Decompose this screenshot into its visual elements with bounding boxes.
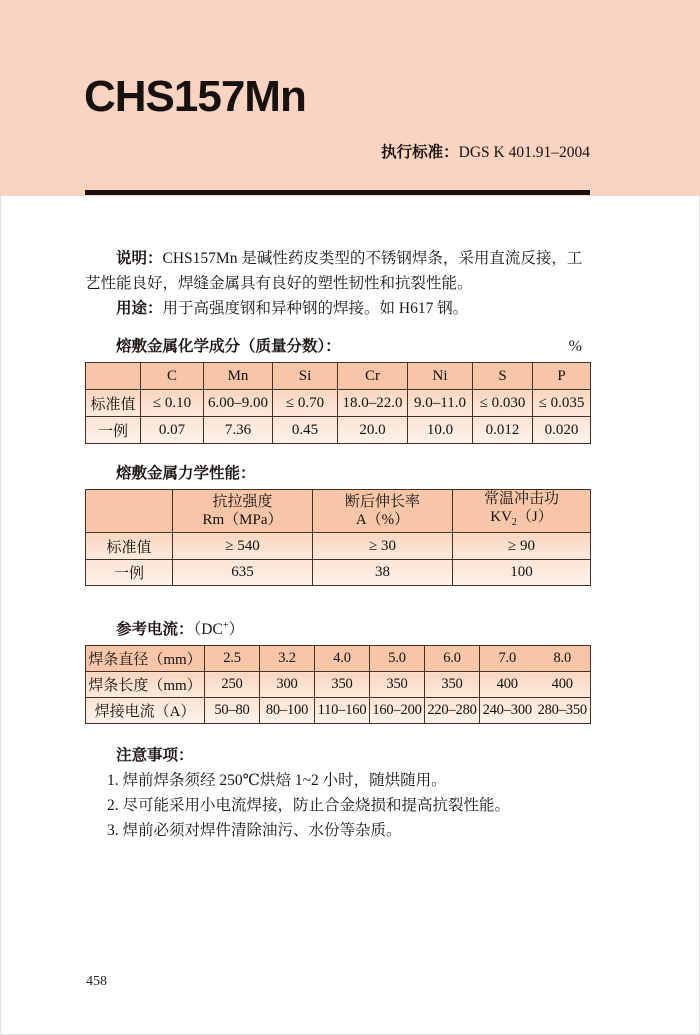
mech-corner-cell	[86, 490, 173, 533]
description-label: 说明：	[116, 250, 163, 267]
current-value-cell: 110–160	[315, 698, 370, 724]
current-value-cell: 350	[425, 672, 480, 698]
note-item: 1. 焊前焊条须经 250℃烘焙 1~2 小时，随烘随用。	[107, 772, 447, 790]
mech-title: 熔敷金属力学性能：	[116, 465, 256, 482]
chem-value-cell: ≤ 0.10	[141, 390, 204, 417]
current-amperage-row	[86, 698, 591, 724]
mech-column-name: 抗拉强度	[212, 494, 273, 510]
chem-value-cell: ≤ 0.035	[533, 390, 591, 417]
chem-corner-cell	[86, 363, 141, 390]
current-value-cell: 220–280	[425, 698, 480, 724]
chem-value-cell: 18.0–22.0	[338, 390, 408, 417]
mech-value-cell: ≥ 30	[313, 533, 453, 560]
chem-column-header: Mn	[204, 363, 273, 390]
current-value-cell: 5.0	[370, 646, 425, 672]
page-number: 458	[86, 974, 107, 989]
chem-title: 熔敷金属化学成分（质量分数）：	[116, 338, 341, 355]
chem-value-cell: ≤ 0.030	[473, 390, 533, 417]
mech-value-cell: ≥ 90	[453, 533, 591, 560]
chem-column-header: Cr	[338, 363, 408, 390]
mech-column-symbol: A（%）	[355, 512, 410, 528]
row-label-cell: 焊接电流（A）	[86, 698, 205, 724]
page-content	[85, 196, 590, 843]
usage-label: 用途：	[116, 300, 163, 317]
current-value-cell: 250	[205, 672, 260, 698]
mech-column-symbol	[453, 508, 590, 532]
notes-title: 注意事项：	[116, 747, 194, 765]
mech-value-cell: 635	[173, 560, 313, 586]
mech-value-cell: ≥ 540	[173, 533, 313, 560]
current-value-cell: 400	[480, 672, 535, 698]
intro-section	[85, 196, 590, 321]
chem-section-heading	[85, 336, 590, 358]
reference-current-table	[85, 645, 591, 724]
current-value-cell: 4.0	[315, 646, 370, 672]
description-text: CHS157Mn 是碱性药皮类型的不锈钢焊条，采用直流反接，工艺性能良好，焊缝金属具有良好的塑性韧性和抗裂性能。	[85, 250, 583, 292]
row-label-cell: 标准值	[86, 533, 173, 560]
current-value-cell: 8.0	[535, 646, 591, 672]
chem-value-cell: 20.0	[338, 417, 408, 444]
chem-value-cell: 0.45	[273, 417, 338, 444]
mech-example-row	[86, 560, 591, 586]
current-value-cell: 7.0	[480, 646, 535, 672]
mech-header-row	[86, 490, 591, 533]
mechanical-properties-table	[85, 489, 591, 586]
current-value-cell: 280–350	[535, 698, 591, 724]
current-diameter-row	[86, 646, 591, 672]
mech-column-header	[453, 490, 591, 533]
chem-column-header: Ni	[408, 363, 473, 390]
chem-column-header: Si	[273, 363, 338, 390]
divider-rule	[85, 190, 590, 195]
polarity-suffix: ）	[228, 621, 244, 639]
chem-column-header: S	[473, 363, 533, 390]
chem-value-cell: 0.012	[473, 417, 533, 444]
polarity-prefix: （DC	[193, 621, 223, 639]
mech-standard-row	[86, 533, 591, 560]
notes-section	[85, 743, 590, 843]
description-paragraph	[85, 246, 590, 296]
chem-unit: %	[568, 338, 582, 355]
chem-standard-row	[86, 390, 591, 417]
chem-value-cell: 0.020	[533, 417, 591, 444]
mech-column-name: 常温冲击功	[483, 491, 559, 507]
current-value-cell: 350	[370, 672, 425, 698]
polarity-plus: +	[222, 620, 229, 631]
current-value-cell: 2.5	[205, 646, 260, 672]
mech-column-header	[313, 490, 453, 533]
usage-text: 用于高强度钢和异种钢的焊接。如 H617 钢。	[162, 300, 469, 317]
current-title-label: 参考电流：	[116, 621, 194, 639]
chem-value-cell: 7.36	[204, 417, 273, 444]
row-label-cell: 焊条长度（mm）	[86, 672, 205, 698]
chem-value-cell: 6.00–9.00	[204, 390, 273, 417]
chem-column-header: C	[141, 363, 204, 390]
current-length-row	[86, 672, 591, 698]
current-value-cell: 6.0	[425, 646, 480, 672]
mech-value-cell: 100	[453, 560, 591, 586]
row-label-cell: 一例	[86, 417, 141, 444]
mech-section-heading	[85, 463, 590, 485]
current-value-cell: 240–300	[480, 698, 535, 724]
current-section-heading	[85, 615, 590, 641]
mech-column-name: 断后伸长率	[344, 494, 420, 510]
current-value-cell: 400	[535, 672, 591, 698]
chem-column-header: P	[533, 363, 591, 390]
current-value-cell: 3.2	[260, 646, 315, 672]
symbol-unit: （J）	[516, 509, 553, 525]
chem-value-cell: 9.0–11.0	[408, 390, 473, 417]
chem-value-cell: ≤ 0.70	[273, 390, 338, 417]
current-value-cell: 160–200	[370, 698, 425, 724]
mech-column-symbol: Rm（MPa）	[202, 512, 283, 528]
current-value-cell: 300	[260, 672, 315, 698]
chem-header-row	[86, 363, 591, 390]
row-label-cell: 标准值	[86, 390, 141, 417]
chem-example-row	[86, 417, 591, 444]
current-polarity	[194, 621, 244, 638]
mech-value-cell: 38	[313, 560, 453, 586]
row-label-cell: 焊条直径（mm）	[86, 646, 205, 672]
chemical-composition-table	[85, 362, 591, 444]
chem-value-cell: 10.0	[408, 417, 473, 444]
current-value-cell: 50–80	[205, 698, 260, 724]
current-title	[85, 615, 244, 641]
standard-label: 执行标准：	[381, 144, 459, 161]
usage-paragraph	[85, 296, 590, 321]
note-item: 3. 焊前必须对焊件清除油污、水份等杂质。	[107, 822, 402, 840]
current-value-cell: 80–100	[260, 698, 315, 724]
standard-value: DGS K 401.91–2004	[458, 144, 590, 161]
symbol-subscript: 2	[511, 517, 517, 528]
row-label-cell: 一例	[86, 560, 173, 586]
symbol-prefix: KV	[490, 509, 512, 525]
chem-value-cell: 0.07	[141, 417, 204, 444]
product-title: CHS157Mn	[84, 72, 306, 121]
header-band	[0, 0, 700, 196]
note-item: 2. 尽可能采用小电流焊接，防止合金烧损和提高抗裂性能。	[107, 797, 511, 815]
mech-column-header	[173, 490, 313, 533]
standard-line	[381, 140, 590, 162]
current-value-cell: 350	[315, 672, 370, 698]
